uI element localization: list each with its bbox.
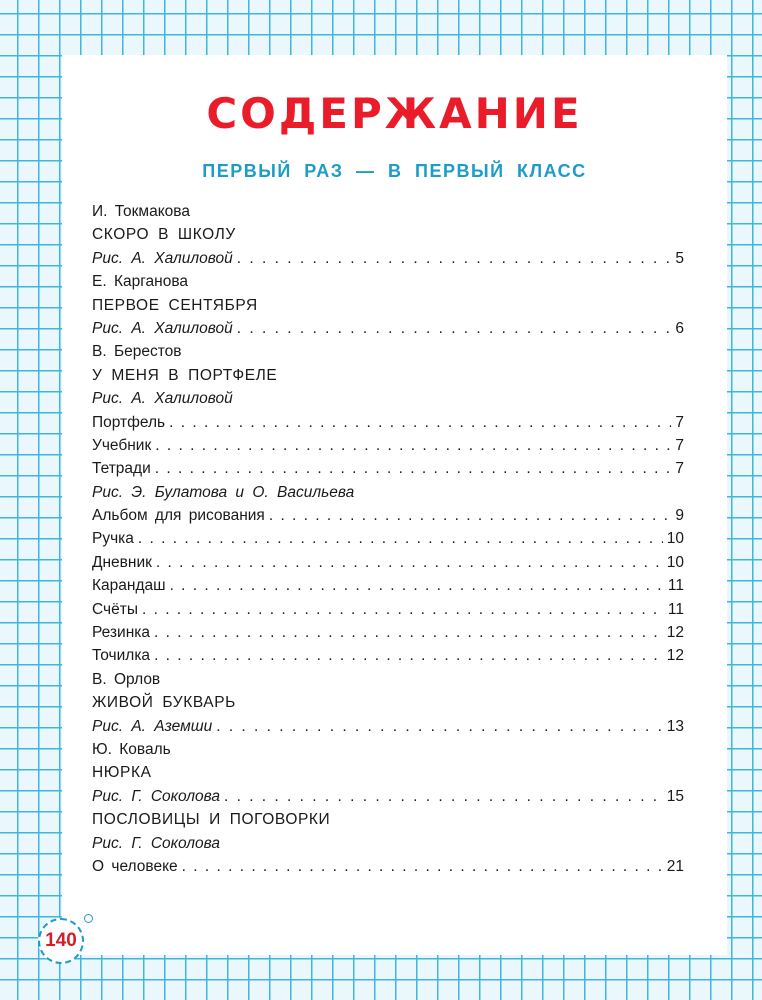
toc-leader-dots bbox=[169, 411, 671, 434]
toc-author: Е. Карганова bbox=[92, 273, 189, 291]
toc-work: СКОРО В ШКОЛУ bbox=[92, 226, 236, 244]
toc-entry-label: Резинка bbox=[92, 624, 151, 642]
toc-work: У МЕНЯ В ПОРТФЕЛЕ bbox=[92, 366, 278, 384]
toc-page-number: 15 bbox=[666, 787, 684, 805]
toc-page-number: 7 bbox=[675, 413, 684, 431]
toc-page-number: 11 bbox=[667, 600, 684, 618]
toc-leader-dots bbox=[156, 551, 663, 574]
toc-item bbox=[92, 504, 684, 527]
toc-author: В. Орлов bbox=[92, 670, 161, 688]
toc-entry-label: Тетради bbox=[92, 460, 151, 478]
toc-illustrator bbox=[92, 715, 684, 738]
toc-entry-label: Рис. Г. Соколова bbox=[92, 787, 220, 805]
toc-item bbox=[92, 527, 684, 550]
toc-illustrator: Рис. А. Халиловой bbox=[92, 390, 233, 408]
toc-entry-label: Рис. А. Халиловой bbox=[92, 249, 233, 267]
toc-leader-dots bbox=[182, 855, 663, 878]
page-title: СОДЕРЖАНИЕ bbox=[206, 89, 583, 138]
toc-entry-label: Рис. А. Аземши bbox=[92, 717, 213, 735]
toc-leader-dots bbox=[237, 317, 672, 340]
toc-entry-label: Рис. А. Халиловой bbox=[92, 319, 233, 337]
toc-entry-label: О человеке bbox=[92, 857, 178, 875]
toc-leader-dots bbox=[269, 504, 672, 527]
toc-leader-dots bbox=[155, 457, 672, 480]
toc-item bbox=[92, 411, 684, 434]
toc-item bbox=[92, 621, 684, 644]
toc-item bbox=[92, 644, 684, 667]
toc-entry-label: Ручка bbox=[92, 530, 134, 548]
page-number-badge: 140 bbox=[38, 918, 84, 964]
toc-item bbox=[92, 598, 684, 621]
toc-leader-dots bbox=[216, 715, 663, 738]
toc-author: В. Берестов bbox=[92, 343, 182, 361]
toc-leader-dots bbox=[170, 574, 664, 597]
toc-entry-label: Счёты bbox=[92, 600, 138, 618]
toc-page-number: 13 bbox=[666, 717, 684, 735]
toc-page-number: 9 bbox=[675, 507, 684, 525]
toc-page-number: 12 bbox=[666, 647, 684, 665]
toc-leader-dots bbox=[155, 434, 671, 457]
toc-entry-label: Карандаш bbox=[92, 577, 166, 595]
toc-leader-dots bbox=[142, 598, 664, 621]
toc-item bbox=[92, 551, 684, 574]
toc-author: И. Токмакова bbox=[92, 203, 190, 220]
table-of-contents bbox=[92, 200, 684, 878]
toc-item bbox=[92, 457, 684, 480]
toc-leader-dots bbox=[154, 621, 663, 644]
toc-entry-label: Портфель bbox=[92, 413, 166, 431]
toc-leader-dots bbox=[237, 247, 672, 270]
toc-page-number: 7 bbox=[675, 436, 684, 454]
toc-item bbox=[92, 434, 684, 457]
toc-illustrator: Рис. Э. Булатова и О. Васильева bbox=[92, 483, 355, 501]
toc-leader-dots bbox=[224, 785, 663, 808]
toc-item bbox=[92, 574, 684, 597]
toc-page-number: 11 bbox=[667, 577, 684, 595]
toc-page-number: 10 bbox=[666, 553, 684, 571]
toc-illustrator bbox=[92, 317, 684, 340]
book-page bbox=[62, 55, 727, 955]
toc-page-number: 7 bbox=[675, 460, 684, 478]
toc-page-number: 6 bbox=[675, 319, 684, 337]
toc-work: ПЕРВОЕ СЕНТЯБРЯ bbox=[92, 296, 258, 314]
toc-page-number: 12 bbox=[666, 624, 684, 642]
toc-work: ЖИВОЙ БУКВАРЬ bbox=[92, 694, 236, 712]
toc-entry-label: Дневник bbox=[92, 553, 152, 571]
toc-work: НЮРКА bbox=[92, 764, 152, 782]
page-number-dot bbox=[84, 914, 93, 923]
toc-illustrator: Рис. Г. Соколова bbox=[92, 834, 220, 852]
toc-work: ПОСЛОВИЦЫ И ПОГОВОРКИ bbox=[92, 811, 331, 829]
toc-leader-dots bbox=[138, 527, 663, 550]
toc-page-number: 21 bbox=[666, 857, 684, 875]
toc-illustrator bbox=[92, 247, 684, 270]
toc-illustrator bbox=[92, 785, 684, 808]
toc-leader-dots bbox=[154, 644, 663, 667]
toc-entry-label: Альбом для рисования bbox=[92, 507, 265, 525]
toc-entry-label: Учебник bbox=[92, 436, 152, 454]
toc-page-number: 5 bbox=[675, 249, 684, 267]
toc-page-number: 10 bbox=[666, 530, 684, 548]
section-title: ПЕРВЫЙ РАЗ — В ПЕРВЫЙ КЛАСС bbox=[202, 161, 587, 181]
toc-author: Ю. Коваль bbox=[92, 740, 171, 758]
toc-entry-label: Точилка bbox=[92, 647, 151, 665]
toc-item bbox=[92, 855, 684, 878]
